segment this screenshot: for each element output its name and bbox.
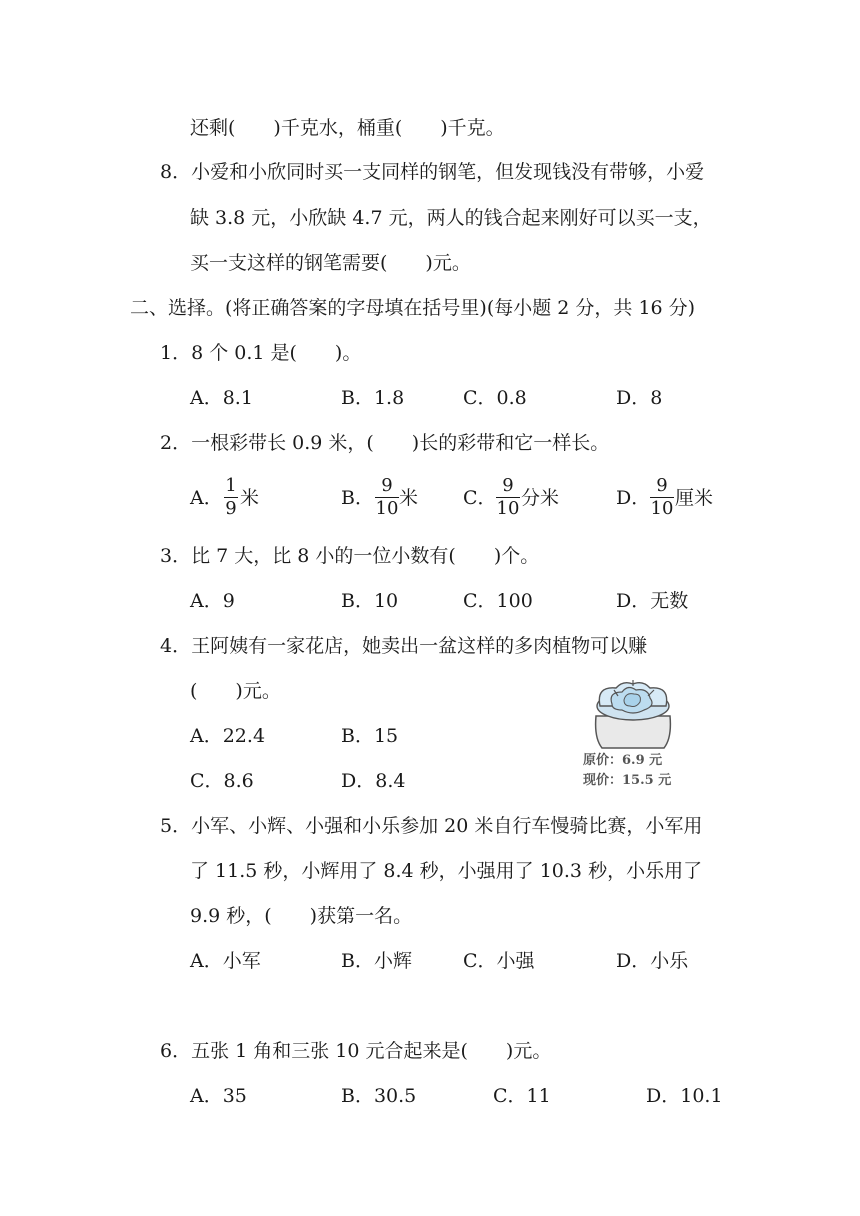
c2-option-b-letter: B． (341, 487, 374, 509)
c2-option-c-denominator: 10 (496, 498, 520, 519)
c6-option-c: C．11 (493, 1085, 551, 1107)
c3-option-a: A．9 (190, 590, 235, 612)
c5-line-1: 5．小军、小辉、小强和小乐参加 20 米自行车慢骑比赛，小军用 (160, 815, 703, 837)
c4-option-a: A．22.4 (190, 725, 266, 747)
c1-option-b: B．1.8 (341, 387, 405, 409)
c2-option-d-fraction (650, 476, 674, 519)
c3-option-c: C．100 (463, 590, 533, 612)
c2-option-a-unit: 米 (240, 487, 260, 509)
c2-stem: 2．一根彩带长 0.9 米，( )长的彩带和它一样长。 (160, 432, 610, 454)
c2-option-a-fraction (224, 476, 238, 519)
c2-option-c-unit: 分米 (521, 487, 560, 509)
c3-option-d: D．无数 (616, 590, 689, 612)
q7-tail-text: 还剩( )千克水，桶重( )千克。 (190, 117, 505, 139)
c5-option-a: A．小军 (190, 950, 261, 972)
c5-option-d: D．小乐 (616, 950, 689, 972)
c6-stem: 6．五张 1 角和三张 10 元合起来是( )元。 (160, 1040, 552, 1062)
c5-line-3: 9.9 秒，( )获第一名。 (190, 905, 413, 927)
c4-option-d: D．8.4 (341, 770, 406, 792)
c4-option-c: C．8.6 (190, 770, 254, 792)
c1-option-a: A．8.1 (190, 387, 253, 409)
c1-option-c: C．0.8 (463, 387, 527, 409)
c4-line-2: ( )元。 (190, 680, 281, 702)
price-original: 原价：6.9 元 (583, 753, 663, 768)
c1-option-d: D．8 (616, 387, 663, 409)
q8-line-3: 买一支这样的钢笔需要( )元。 (190, 252, 471, 274)
c6-option-d: D．10.1 (646, 1085, 723, 1107)
c2-option-b-fraction (375, 476, 399, 519)
c2-option-c-numerator: 9 (502, 475, 514, 496)
c3-option-b: B．10 (341, 590, 399, 612)
price-current: 现价：15.5 元 (583, 773, 672, 788)
c5-line-2: 了 11.5 秒，小辉用了 8.4 秒，小强用了 10.3 秒，小乐用了 (190, 860, 703, 882)
c2-option-b-numerator: 9 (381, 475, 393, 496)
c6-option-b: B．30.5 (341, 1085, 417, 1107)
c2-option-b-denominator: 10 (375, 498, 399, 519)
c2-option-b-unit: 米 (399, 487, 419, 509)
c2-option-a-letter: A． (190, 487, 223, 509)
c2-option-c-fraction (496, 476, 520, 519)
c4-line-1: 4．王阿姨有一家花店，她卖出一盆这样的多肉植物可以赚 (160, 635, 648, 657)
c2-option-a-denominator: 9 (225, 498, 237, 519)
c2-option-d-letter: D． (616, 487, 651, 509)
c2-option-c-letter: C． (463, 487, 497, 509)
q8-line-2: 缺 3.8 元，小欣缺 4.7 元，两人的钱合起来刚好可以买一支， (190, 207, 712, 229)
section-2-header: 二、选择。(将正确答案的字母填在括号里)(每小题 2 分，共 16 分) (130, 297, 696, 319)
c2-option-d-numerator: 9 (656, 475, 668, 496)
c5-option-b: B．小辉 (341, 950, 412, 972)
c3-stem: 3．比 7 大，比 8 小的一位小数有( )个。 (160, 545, 540, 567)
c5-option-c: C．小强 (463, 950, 535, 972)
c2-option-d-denominator: 10 (650, 498, 674, 519)
c1-stem: 1．8 个 0.1 是( )。 (160, 342, 362, 364)
c2-option-a-numerator: 1 (225, 475, 237, 496)
c4-option-b: B．15 (341, 725, 399, 747)
c2-option-d-unit: 厘米 (675, 487, 714, 509)
c6-option-a: A．35 (190, 1085, 247, 1107)
q8-line-1: 8．小爱和小欣同时买一支同样的钢笔，但发现钱没有带够，小爱 (160, 161, 705, 183)
